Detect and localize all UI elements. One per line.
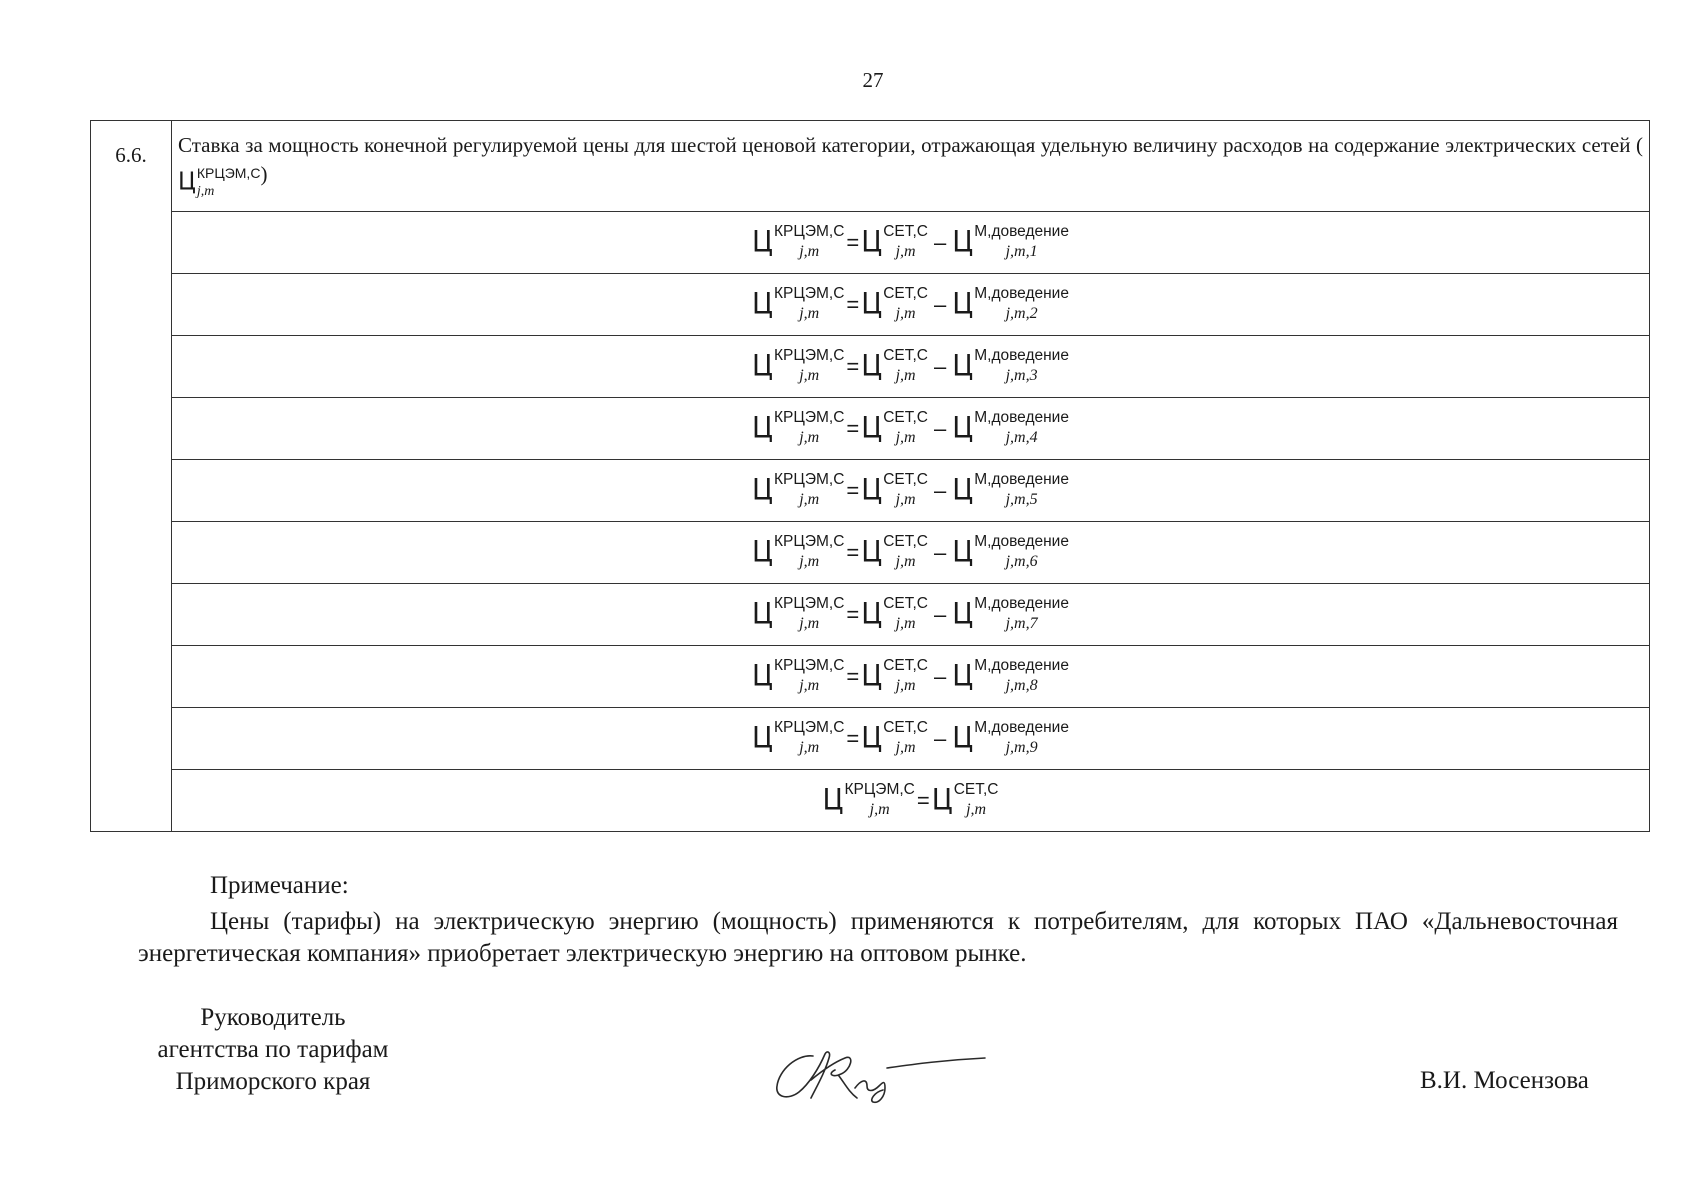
formula-row (91, 460, 1650, 522)
symbol-base: Ц (752, 411, 773, 446)
symbol-superscript: СЕТ,С (883, 470, 929, 488)
symbol-superscript: М,доведение (974, 346, 1069, 364)
symbol-base: Ц (861, 411, 883, 446)
price-symbol (861, 284, 929, 323)
symbol-base: Ц (752, 473, 773, 508)
price-symbol (931, 780, 999, 819)
symbol-base: Ц (952, 411, 974, 446)
formula-row (91, 646, 1650, 708)
symbol-subscript: j,m (799, 615, 820, 633)
symbol-superscript: СЕТ,С (883, 656, 929, 674)
formula-row (91, 274, 1650, 336)
symbol-base: Ц (752, 721, 773, 756)
symbol-subscript: j,m (799, 429, 820, 447)
formula-row (91, 212, 1650, 274)
tariff-table (90, 120, 1650, 832)
price-symbol (752, 594, 845, 633)
symbol-base: Ц (861, 473, 883, 508)
symbol-subscript: j,m,2 (1005, 305, 1038, 323)
minus-sign: – (934, 663, 947, 689)
minus-sign: – (934, 539, 947, 565)
symbol-subscript: j,m (895, 491, 916, 509)
price-symbol (952, 346, 1069, 385)
symbol-subscript: j,m,6 (1005, 553, 1038, 571)
signatory-title-line: Приморского края (175, 1068, 371, 1095)
symbol-superscript: КРЦЭМ,С (774, 470, 845, 488)
symbol-superscript: КРЦЭМ,С (196, 164, 261, 181)
description-text: Ставка за мощность конечной регулируемой цены для шестой ценовой категории, отражающая удельную величину расходов на содержание электрических сетей ( (178, 133, 1643, 157)
symbol-superscript: М,доведение (974, 470, 1069, 488)
price-symbol (952, 408, 1069, 447)
symbol-base: Ц (861, 597, 883, 632)
price-symbol (861, 718, 929, 757)
symbol-superscript: КРЦЭМ,С (774, 532, 845, 550)
formula-cell (172, 522, 1650, 584)
symbol-base: Ц (952, 287, 974, 322)
symbol-base: Ц (861, 721, 883, 756)
symbol-subscript: j,m (966, 801, 987, 819)
formula-cell (172, 646, 1650, 708)
equals-sign: = (846, 415, 860, 441)
symbol-base: Ц (952, 659, 974, 694)
formula (822, 780, 999, 819)
symbol-subscript: j,m,3 (1005, 367, 1038, 385)
symbol-superscript: М,доведение (974, 656, 1069, 674)
minus-sign: – (934, 477, 947, 503)
symbol-base: Ц (752, 287, 773, 322)
price-symbol (822, 780, 915, 819)
symbol-subscript: j,m (895, 739, 916, 757)
formula-row (91, 522, 1650, 584)
page-number: 27 (862, 68, 884, 92)
signatory-title-line: агентства по тарифам (157, 1036, 389, 1063)
symbol-base: Ц (861, 535, 883, 570)
symbol-base: Ц (822, 783, 844, 818)
row-number: 6.6. (91, 121, 172, 832)
symbol-subscript: j,m,1 (1005, 243, 1038, 261)
symbol-superscript: СЕТ,С (883, 222, 929, 240)
equals-sign: = (846, 539, 860, 565)
price-symbol (952, 532, 1069, 571)
symbol-base: Ц (752, 597, 773, 632)
formula-cell (172, 274, 1650, 336)
price-symbol (952, 470, 1069, 509)
symbol-subscript: j,m (869, 801, 890, 819)
symbol-subscript: j,m (799, 491, 820, 509)
formula-row (91, 336, 1650, 398)
symbol-subscript: j,m (799, 739, 820, 757)
description-close: ) (260, 162, 268, 186)
symbol-subscript: j,m (895, 243, 916, 261)
symbol-superscript: М,доведение (974, 408, 1069, 426)
price-symbol (861, 408, 929, 447)
minus-sign: – (934, 229, 947, 255)
symbol-subscript: j,m (895, 305, 916, 323)
symbol-subscript: j,m (799, 243, 820, 261)
equals-sign: = (846, 353, 860, 379)
symbol-subscript: j,m (799, 553, 820, 571)
equals-sign: = (846, 477, 860, 503)
minus-sign: – (934, 291, 947, 317)
symbol-superscript: СЕТ,С (883, 284, 929, 302)
symbol-base: Ц (952, 721, 974, 756)
symbol-subscript: j,m (895, 429, 916, 447)
price-symbol (861, 346, 929, 385)
formula-cell (172, 708, 1650, 770)
symbol-subscript: j,m,8 (1005, 677, 1038, 695)
symbol-base: Ц (952, 473, 974, 508)
symbol-subscript: j,m (895, 367, 916, 385)
equals-sign: = (916, 787, 930, 813)
formula (752, 408, 1069, 447)
formula (752, 532, 1069, 571)
symbol-superscript: М,доведение (974, 284, 1069, 302)
equals-sign: = (846, 725, 860, 751)
symbol-superscript: СЕТ,С (953, 780, 999, 798)
formula-cell (172, 398, 1650, 460)
note-text: Цены (тарифы) на электрическую энергию (мощность) применяются к потребителям, для которых ПАО «Дальневосточная энергетическая компания» приобретает электрическую энергию на оптовом рынке. (138, 908, 1618, 967)
symbol-base: Ц (952, 535, 974, 570)
price-symbol (861, 470, 929, 509)
price-symbol (861, 222, 929, 261)
symbol-subscript: j,m (799, 305, 820, 323)
symbol-base: Ц (931, 783, 953, 818)
signatory-title (138, 1002, 408, 1098)
symbol-base: Ц (752, 535, 773, 570)
price-symbol (752, 718, 845, 757)
formula-row (91, 398, 1650, 460)
row-description (172, 121, 1650, 212)
minus-sign: – (934, 415, 947, 441)
equals-sign: = (846, 663, 860, 689)
price-symbol (861, 594, 929, 633)
symbol-superscript: М,доведение (974, 594, 1069, 612)
price-symbol (752, 532, 845, 571)
price-symbol (752, 222, 845, 261)
price-symbol (861, 656, 929, 695)
minus-sign: – (934, 725, 947, 751)
symbol-base: Ц (861, 659, 883, 694)
equals-sign: = (846, 291, 860, 317)
formula-row (91, 584, 1650, 646)
formula (752, 718, 1069, 757)
formula (752, 222, 1069, 261)
symbol-base: Ц (752, 659, 773, 694)
symbol-superscript: КРЦЭМ,С (844, 780, 915, 798)
price-symbol (952, 656, 1069, 695)
symbol-superscript: М,доведение (974, 532, 1069, 550)
symbol-subscript: j,m (895, 615, 916, 633)
minus-sign: – (934, 601, 947, 627)
price-symbol (752, 346, 845, 385)
symbol-base: Ц (952, 597, 974, 632)
symbol-base: Ц (752, 225, 773, 260)
symbol-subscript: j,m (196, 183, 215, 199)
equals-sign: = (846, 601, 860, 627)
symbol-subscript: j,m (895, 677, 916, 695)
symbol-subscript: j,m (799, 367, 820, 385)
symbol-subscript: j,m,5 (1005, 491, 1038, 509)
symbol-superscript: СЕТ,С (883, 718, 929, 736)
formula-cell (172, 336, 1650, 398)
handwritten-signature (775, 1040, 990, 1110)
symbol-base: Ц (861, 349, 883, 384)
formula-row (91, 708, 1650, 770)
equals-sign: = (846, 229, 860, 255)
symbol-superscript: КРЦЭМ,С (774, 718, 845, 736)
price-symbol (952, 222, 1069, 261)
symbol-superscript: КРЦЭМ,С (774, 284, 845, 302)
symbol-base: Ц (861, 225, 883, 260)
symbol-superscript: КРЦЭМ,С (774, 346, 845, 364)
symbol-subscript: j,m (799, 677, 820, 695)
price-symbol (752, 284, 845, 323)
formula (752, 656, 1069, 695)
price-symbol (752, 408, 845, 447)
symbol-superscript: КРЦЭМ,С (774, 594, 845, 612)
minus-sign: – (934, 353, 947, 379)
table-header-row (91, 121, 1650, 212)
symbol-superscript: СЕТ,С (883, 408, 929, 426)
symbol-subscript: j,m,9 (1005, 739, 1038, 757)
formula-cell (172, 460, 1650, 522)
symbol-superscript: СЕТ,С (883, 594, 929, 612)
symbol-base: Ц (952, 349, 974, 384)
price-symbol (861, 532, 929, 571)
formula-cell (172, 770, 1650, 832)
symbol-superscript: КРЦЭМ,С (774, 656, 845, 674)
price-symbol (952, 718, 1069, 757)
symbol-superscript: М,доведение (974, 222, 1069, 240)
symbol-base: Ц (752, 349, 773, 384)
price-symbol (752, 656, 845, 695)
symbol-superscript: СЕТ,С (883, 532, 929, 550)
formula-cell (172, 212, 1650, 274)
signatory-name: В.И. Мосензова (1420, 1067, 1589, 1094)
price-symbol (952, 594, 1069, 633)
symbol-superscript: КРЦЭМ,С (774, 222, 845, 240)
symbol-subscript: j,m,4 (1005, 429, 1038, 447)
symbol-superscript: КРЦЭМ,С (774, 408, 845, 426)
symbol-subscript: j,m (895, 553, 916, 571)
signatory-title-line: Руководитель (200, 1004, 346, 1031)
symbol-base: Ц (861, 287, 883, 322)
formula (752, 594, 1069, 633)
formula (752, 284, 1069, 323)
formula-row-final (91, 770, 1650, 832)
formula-cell (172, 584, 1650, 646)
symbol-base: Ц (952, 225, 974, 260)
price-symbol (952, 284, 1069, 323)
formula (752, 470, 1069, 509)
price-symbol (752, 470, 845, 509)
symbol-subscript: j,m,7 (1005, 615, 1038, 633)
inline-symbol (178, 164, 261, 199)
note-title: Примечание: (210, 872, 349, 899)
symbol-base: Ц (178, 167, 196, 196)
symbol-superscript: М,доведение (974, 718, 1069, 736)
symbol-superscript: СЕТ,С (883, 346, 929, 364)
formula (752, 346, 1069, 385)
